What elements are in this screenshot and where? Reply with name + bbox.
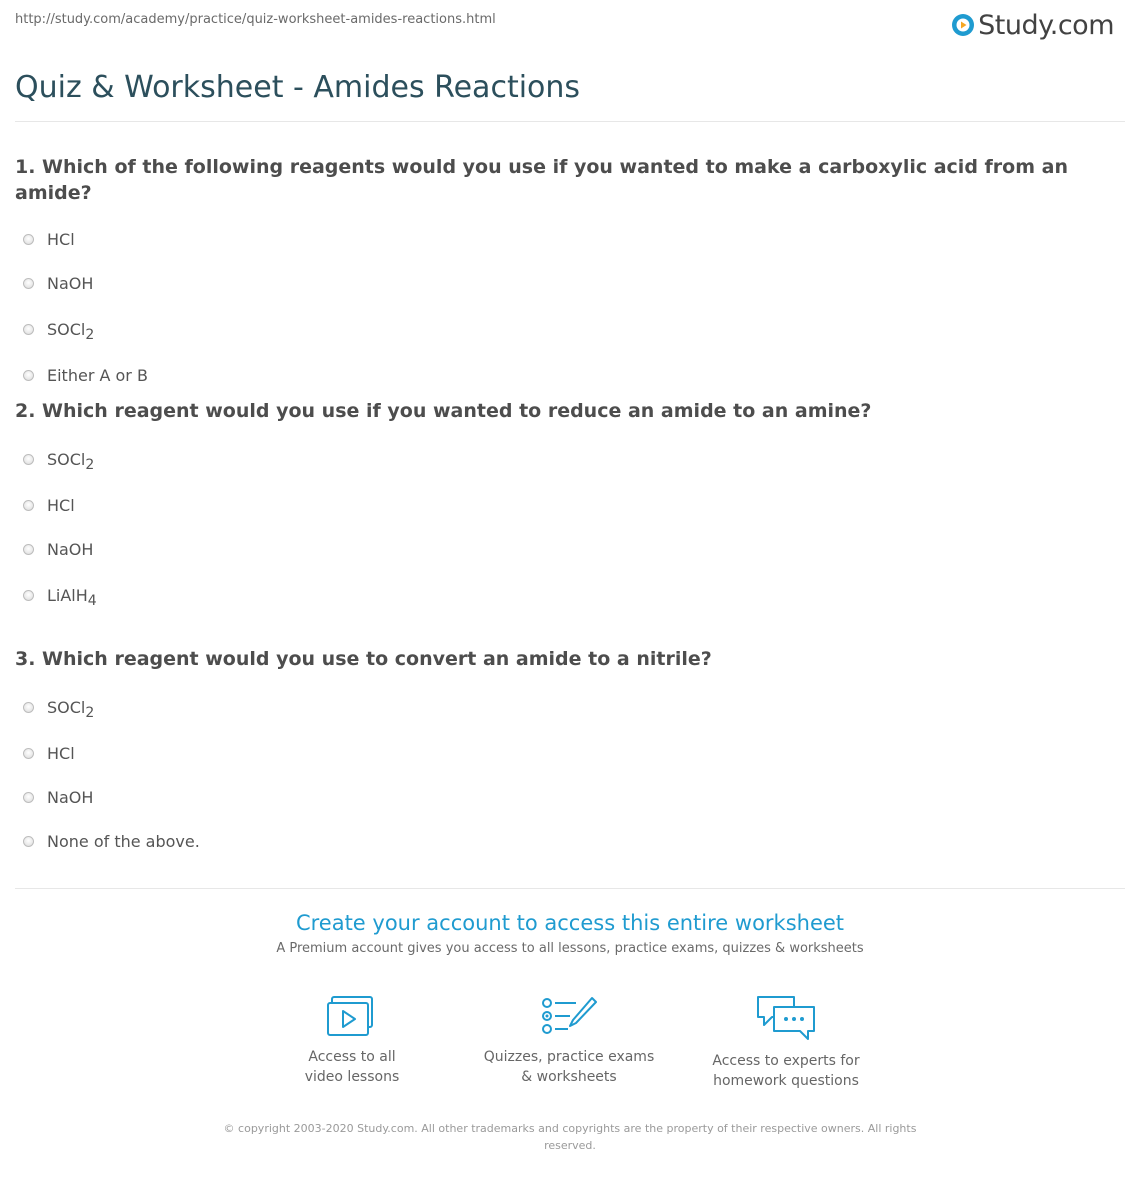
answer-option[interactable] — [15, 353, 1125, 397]
answer-option[interactable] — [15, 819, 1125, 863]
feature-label: Access to experts for homework questions — [712, 1053, 860, 1089]
answer-option[interactable] — [15, 435, 1125, 483]
page-url[interactable]: http://study.com/academy/practice/quiz-worksheet-amides-reactions.html — [15, 12, 496, 27]
question-2 — [15, 398, 1125, 619]
answer-option[interactable] — [15, 217, 1125, 261]
radio-button[interactable] — [23, 748, 34, 759]
answer-option[interactable] — [15, 731, 1125, 775]
answer-option[interactable] — [15, 527, 1125, 571]
answer-label: SOCl$_2$ — [47, 449, 95, 473]
answer-option[interactable] — [15, 571, 1125, 619]
divider — [15, 888, 1125, 889]
question-text: 3. Which reagent would you use to convert an amide to a nitrile? — [15, 648, 712, 670]
radio-button[interactable] — [23, 500, 34, 511]
feature-video-lessons — [257, 995, 447, 1087]
radio-button[interactable] — [23, 836, 34, 847]
page-title: Quiz & Worksheet - Amides Reactions — [15, 70, 581, 105]
create-account-link[interactable]: Create your account to access this entire worksheet — [295, 911, 845, 935]
answer-label: NaOH — [47, 273, 94, 293]
answer-option[interactable] — [15, 483, 1125, 527]
answer-label: Either A or B — [47, 365, 148, 385]
answer-label: LiAlH$_4$ — [47, 585, 97, 609]
feature-experts — [691, 995, 881, 1091]
subscript: 4 — [87, 592, 97, 609]
radio-button[interactable] — [23, 234, 34, 245]
play-icon — [951, 13, 975, 37]
subscript: 2 — [85, 456, 95, 473]
answer-label: NaOH — [47, 787, 94, 807]
subscript: 2 — [85, 704, 95, 721]
answer-option[interactable] — [15, 305, 1125, 353]
radio-button[interactable] — [23, 792, 34, 803]
divider — [15, 121, 1125, 122]
top-bar — [0, 0, 1140, 50]
question-text: 2. Which reagent would you use if you wanted to reduce an amide to an amine? — [15, 400, 872, 422]
feature-label: Access to all video lessons — [304, 1049, 400, 1085]
question-text: 1. Which of the following reagents would you use if you wanted to make a carboxylic acid from an amide? — [15, 156, 1068, 204]
subscript: 2 — [85, 326, 95, 343]
question-3 — [15, 646, 1125, 863]
radio-button[interactable] — [23, 370, 34, 381]
radio-button[interactable] — [23, 278, 34, 289]
quiz-checklist-icon — [540, 995, 598, 1039]
copyright-text: © copyright 2003-2020 Study.com. All other trademarks and copyrights are the property of their respective owners. All rights reserved. — [223, 1122, 917, 1152]
logo-text: Study.com — [978, 9, 1114, 41]
radio-button[interactable] — [23, 454, 34, 465]
answer-label: HCl — [47, 743, 75, 763]
answer-label: SOCl$_2$ — [47, 697, 95, 721]
chat-bubbles-icon — [754, 995, 818, 1043]
feature-quizzes — [474, 995, 664, 1087]
video-lessons-icon — [326, 995, 378, 1039]
answer-option[interactable] — [15, 261, 1125, 305]
feature-label: Quizzes, practice exams & worksheets — [483, 1049, 655, 1085]
study-logo[interactable] — [951, 8, 1114, 42]
answer-label: None of the above. — [47, 831, 200, 851]
radio-button[interactable] — [23, 324, 34, 335]
answer-option[interactable] — [15, 683, 1125, 731]
answer-label: HCl — [47, 495, 75, 515]
radio-button[interactable] — [23, 702, 34, 713]
radio-button[interactable] — [23, 544, 34, 555]
cta-subtitle: A Premium account gives you access to all lessons, practice exams, quizzes & worksheets — [276, 941, 864, 956]
answer-label: NaOH — [47, 539, 94, 559]
answer-option[interactable] — [15, 775, 1125, 819]
answer-label: HCl — [47, 229, 75, 249]
answer-label: SOCl$_2$ — [47, 319, 95, 343]
question-1 — [15, 154, 1125, 397]
radio-button[interactable] — [23, 590, 34, 601]
